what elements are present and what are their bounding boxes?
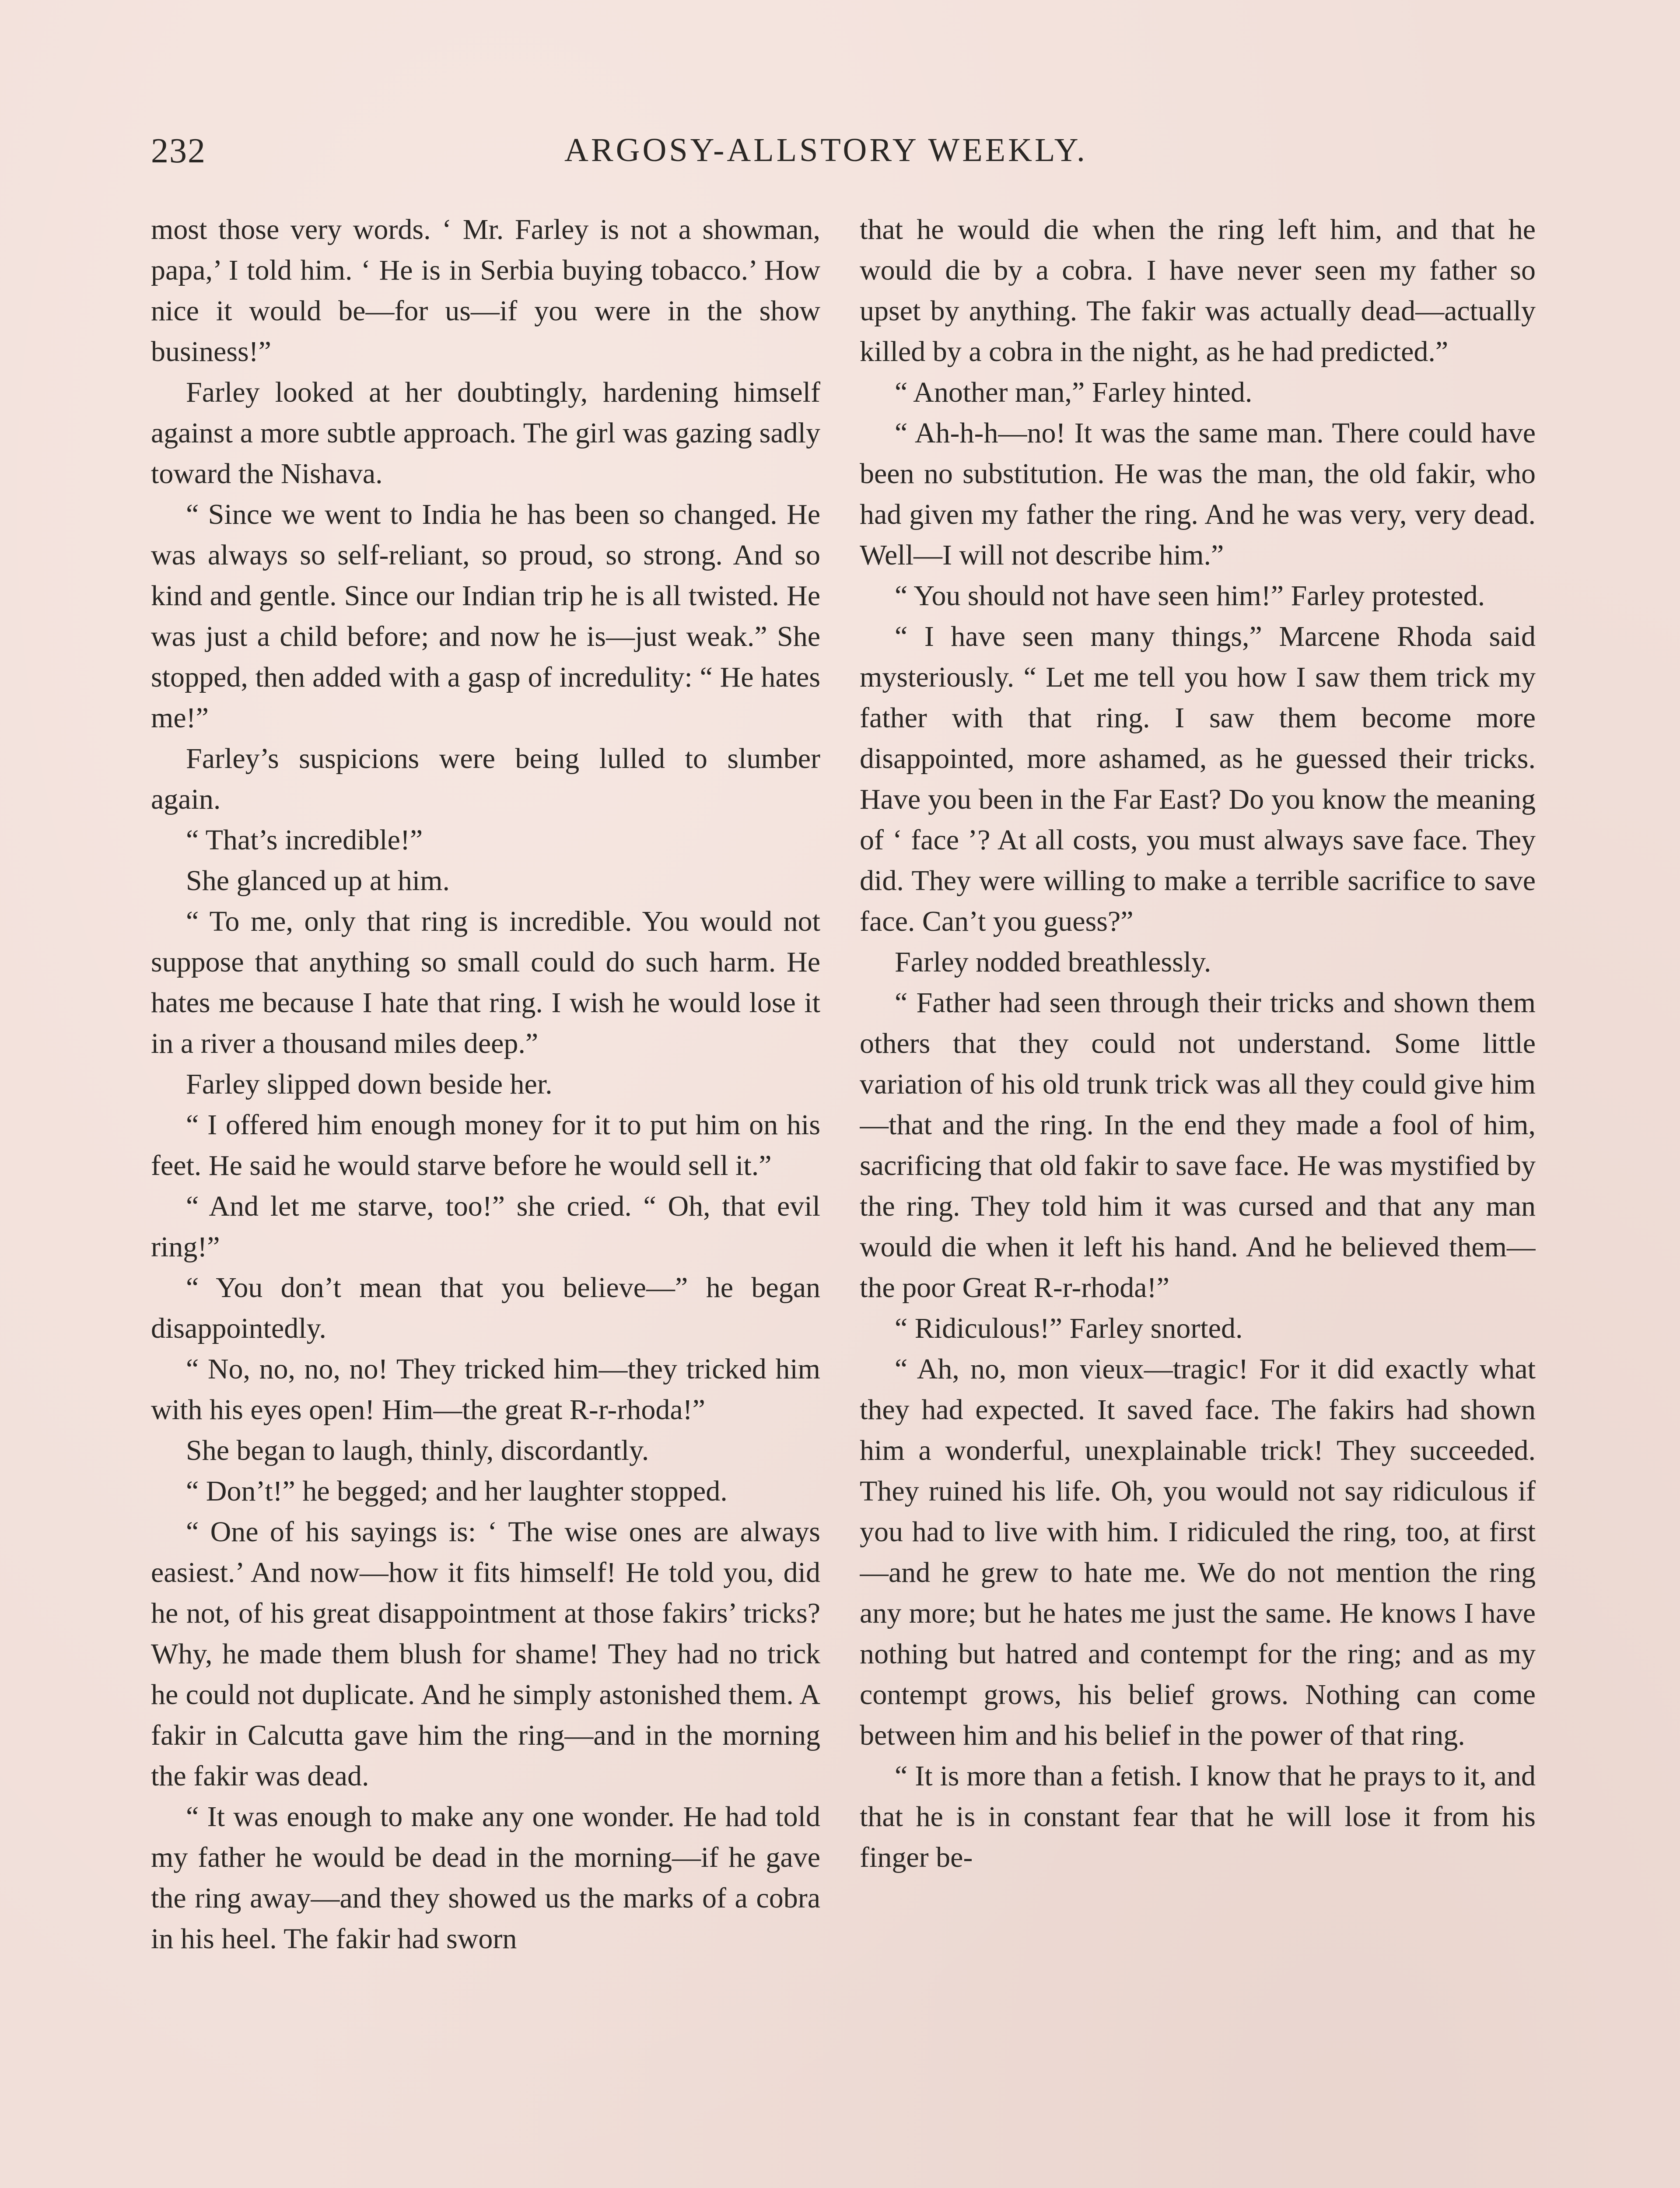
left-column bbox=[151, 209, 820, 2188]
paragraph: “ You don’t mean that you believe—” he began disappointedly. bbox=[151, 1272, 820, 1344]
paragraph: “ And let me starve, too!” she cried. “ Oh, that evil ring!” bbox=[151, 1190, 820, 1263]
paragraph: “ I offered him enough money for it to put him on his feet. He said he would starve before he would sell it.” bbox=[151, 1109, 820, 1182]
paragraph: “ It is more than a fetish. I know that he prays to it, and that he is in constant fear that he will lose it from his finger be- bbox=[860, 1760, 1536, 1873]
paragraph: “ One of his sayings is: ‘ The wise ones are always easiest.’ And now—how it fits himself! He told you, did he not, of his great disappointment at those fakirs’ tricks? Why, he made them blush for shame! They had no trick he could not duplicate. And he simply astonished them. A fakir in Calcutta gave him the ring—and in the morning the fakir was dead. bbox=[151, 1516, 820, 1792]
paragraph: “ Ridiculous!” Farley snorted. bbox=[895, 1312, 1243, 1344]
paragraph: “ Ah, no, mon vieux—tragic! For it did exactly what they had expected. It saved face. The fakirs had shown him a wonderful, unexplainable trick! They succeeded. They ruined his life. Oh, you would not say ridiculous if you had to live with him. I ridiculed the ring, too, at first—and he grew to hate me. We do not mention the ring any more; but he hates me just the same. He knows I have nothing but hatred and contempt for the ring; and as my contempt grows, his belief grows. Nothing can come between him and his belief in the power of that ring. bbox=[860, 1353, 1536, 1751]
paragraph: She began to laugh, thinly, discordantly. bbox=[186, 1434, 649, 1466]
paragraph: “ It was enough to make any one wonder. He had told my father he would be dead in the morning—if he gave the ring away—and they showed us the marks of a cobra in his heel. The fakir had sworn bbox=[151, 1801, 820, 1955]
paragraph: “ You should not have seen him!” Farley protested. bbox=[895, 580, 1485, 612]
paragraph: most those very words. ‘ Mr. Farley is not a showman, papa,’ I told him. ‘ He is in Serbia buying tobacco.’ How nice it would be—for us—if you were in the show business!” bbox=[151, 214, 820, 368]
paragraph: “ No, no, no, no! They tricked him—they tricked him with his eyes open! Him—the great R-r-rhoda!” bbox=[151, 1353, 820, 1426]
paragraph: “ To me, only that ring is incredible. You would not suppose that anything so small could do such harm. He hates me because I hate that ring. I wish he would lose it in a river a thousand miles deep.” bbox=[151, 905, 820, 1059]
paragraph: “ I have seen many things,” Marcene Rhoda said mysteriously. “ Let me tell you how I saw them trick my father with that ring. I saw them become more disappointed, more ashamed, as he guessed their tricks. Have you been in the Far East? Do you know the meaning of ‘ face ’? At all costs, you must always save face. They did. They were willing to make a terrible sacrifice to save face. Can’t you guess?” bbox=[860, 621, 1536, 937]
paragraph: “ Father had seen through their tricks and shown them others that they could not understand. Some little variation of his old trunk trick was all they could give him—that and the ring. In the end they made a fool of him, sacrificing that old fakir to save face. He was mystified by the ring. They told him it was cursed and that any man would die when it left his hand. And he believed them—the poor Great R-r-rhoda!” bbox=[860, 987, 1536, 1304]
paragraph: She glanced up at him. bbox=[186, 865, 450, 897]
page-header bbox=[0, 131, 1680, 179]
paragraph: Farley looked at her doubtingly, hardening himself against a more subtle approach. The girl was gazing sadly toward the Nishava. bbox=[151, 376, 820, 490]
running-head: ARGOSY-ALLSTORY WEEKLY. bbox=[564, 132, 1088, 168]
paragraph: Farley nodded breathlessly. bbox=[895, 946, 1211, 978]
paragraph: “ That’s incredible!” bbox=[186, 824, 423, 856]
paragraph: Farley slipped down beside her. bbox=[186, 1068, 553, 1100]
paragraph: “ Since we went to India he has been so changed. He was always so self-reliant, so proud, so strong. And so kind and gentle. Since our Indian trip he is all twisted. He was just a child before; and now he is—just weak.” She stopped, then added with a gasp of incredulity: “ He hates me!” bbox=[151, 498, 820, 734]
paragraph: Farley’s suspicions were being lulled to slumber again. bbox=[151, 743, 820, 815]
paragraph: that he would die when the ring left him, and that he would die by a cobra. I have never seen my father so upset by anything. The fakir was actually dead—actually killed by a cobra in the night, as he had predicted.” bbox=[860, 214, 1536, 368]
paragraph: “ Another man,” Farley hinted. bbox=[895, 376, 1253, 408]
right-column bbox=[860, 209, 1536, 2188]
paragraph: “ Ah-h-h—no! It was the same man. There could have been no substitution. He was the man, the old fakir, who had given my father the ring. And he was very, very dead. Well—I will not describe him.” bbox=[860, 417, 1536, 571]
page-number: 232 bbox=[151, 132, 206, 170]
paragraph: “ Don’t!” he begged; and her laughter stopped. bbox=[186, 1475, 728, 1507]
